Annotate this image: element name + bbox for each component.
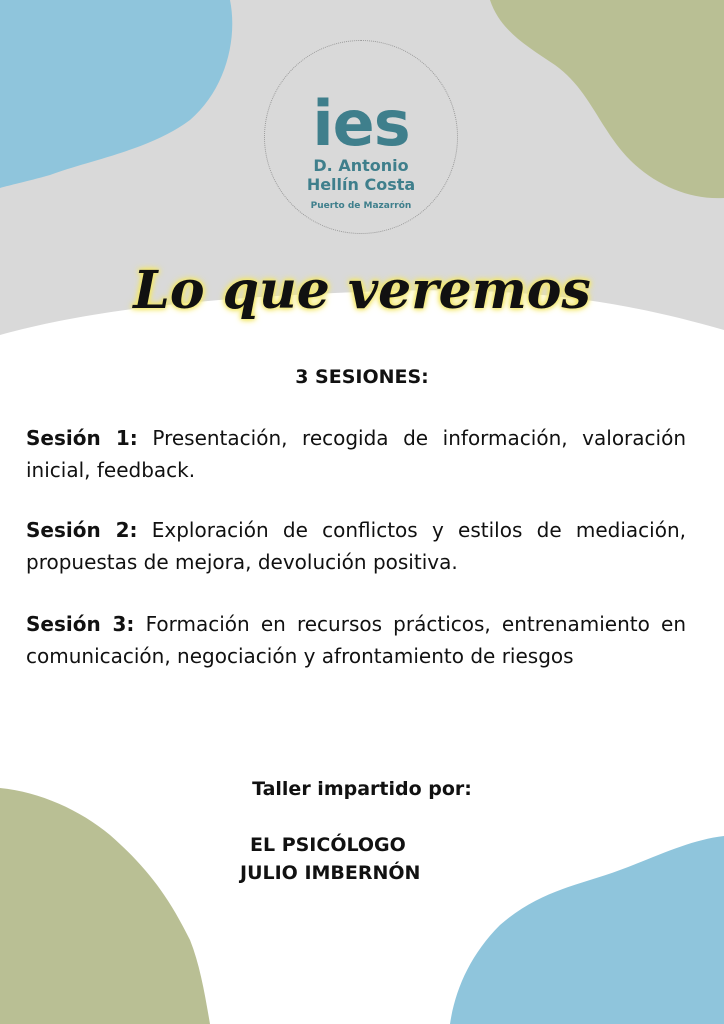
session-3	[26, 608, 686, 672]
session-1	[26, 422, 686, 486]
logo-name-line1: D. Antonio	[313, 156, 409, 175]
session-2-label: Sesión 2:	[26, 518, 138, 542]
bottom-left-green-blob	[0, 788, 210, 1024]
session-3-text: Formación en recursos prácticos, entrenamiento en comunicación, negociación y afrontamiento de riesgos	[26, 612, 686, 668]
credit-role: EL PSICÓLOGO	[250, 834, 406, 856]
school-logo	[264, 40, 458, 234]
credit-heading: Taller impartido por:	[252, 778, 472, 800]
logo-mark: ies	[312, 87, 410, 160]
credit-name: JULIO IMBERNÓN	[240, 862, 421, 884]
page-title: Lo que veremos	[133, 260, 591, 321]
logo-name-line2: Hellín Costa	[306, 175, 416, 194]
session-3-label: Sesión 3:	[26, 612, 135, 636]
session-1-text: Presentación, recogida de información, valoración inicial, feedback.	[26, 426, 687, 482]
session-2-text: Exploración de conflictos y estilos de mediación, propuestas de mejora, devolución positiva.	[26, 518, 686, 574]
logo-location: Puerto de Mazarrón	[310, 201, 412, 211]
sessions-heading: 3 SESIONES:	[295, 366, 429, 388]
session-1-label: Sesión 1:	[26, 426, 138, 450]
session-2	[26, 514, 686, 578]
